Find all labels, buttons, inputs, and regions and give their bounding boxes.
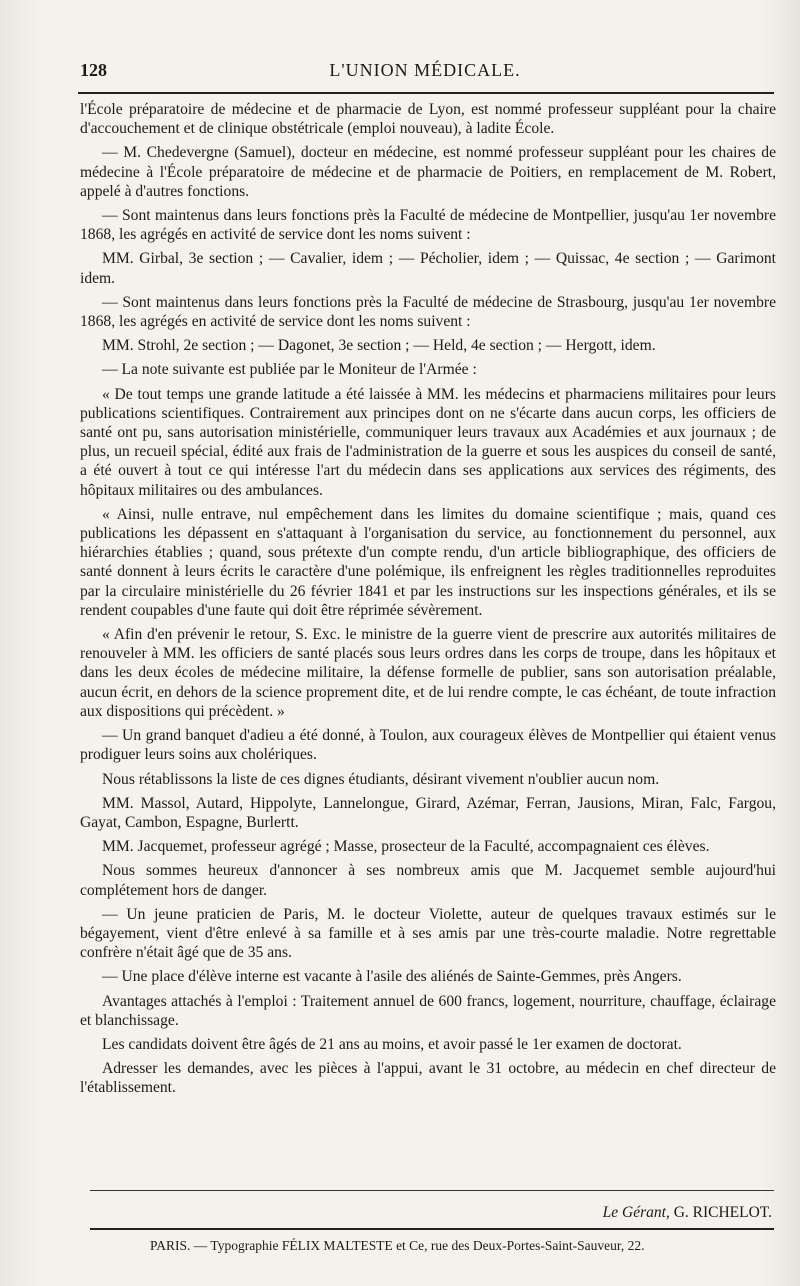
paragraph-jacquemet: Nous sommes heureux d'annoncer à ses nombreux amis que M. Jacquemet semble aujourd'hui complétement hors de danger. [80,862,776,899]
article-body [80,100,776,1103]
paragraph-candidates: Les candidats doivent être âgés de 21 ans au moins, et avoir passé le 1er examen de doctorat. [102,1035,682,1053]
paragraph-note-2: « Ainsi, nulle entrave, nul empêchement dans les limites du domaine scientifique ; mais, quand ces publications les dépassent en s'attaquant à l'organisation du service, au fonctionnement du personnel, aux hiérarchies établies ; quand, sous prétexte d'un compte rendu, d'un article bibliographique, des officiers de santé donnent à leurs écrits le caractère d'une polémique, ils enfreignent les règles traditionnelles reproduites par la circulaire ministérielle du 26 février 1841 et par les instructions sur les inspections générales, et ils se rendent coupables d'une faute qui doit être réprimée sévèrement. [80,505,776,619]
paragraph-students-names: MM. Massol, Autard, Hippolyte, Lannelongue, Girard, Azémar, Ferran, Jausions, Miran, Falc, Fargou, Gayat, Cambon, Espagne, Burlertt. [80,794,776,831]
signature-label: Le Gérant, [602,1204,670,1221]
footer-rule-bottom [90,1228,774,1230]
paragraph-strasbourg-names: MM. Strohl, 2e section ; — Dagonet, 3e section ; — Held, 4e section ; — Hergott, idem. [102,337,656,355]
paragraph-advantages: Avantages attachés à l'emploi : Traitement annuel de 600 francs, logement, nourriture, chauffage, éclairage et blanchissage. [80,992,776,1029]
paragraph-montpellier-names: MM. Girbal, 3e section ; — Cavalier, idem ; — Pécholier, idem ; — Quissac, 4e section ; — Garimont idem. [80,250,776,287]
paragraph-note-3: « Afin d'en prévenir le retour, S. Exc. le ministre de la guerre vient de prescrire aux autorités militaires de renouveler à MM. les officiers de santé placés sous leurs ordres dans les corps de troupe, dans les hôpitaux et dans les deux écoles de médecine militaire, la défense formelle de publier, sans son autorisation préalable, aucun écrit, en dehors de la science proprement dite, et de lui rendre compte, le cas échéant, de toute infraction aux dispositions qui précèdent. » [80,626,776,720]
paragraph-note-1: « De tout temps une grande latitude a été laissée à MM. les médecins et pharmaciens militaires pour leurs publications scientifiques. Contrairement aux principes dont on ne s'écarte dans aucun corps, les officiers de santé ont pu, sans autorisation ministérielle, communiquer leurs travaux aux Académies et aux journaux ; de plus, un recueil spécial, édité aux frais de l'administration de la guerre et sous les auspices du conseil de santé, a été ouvert à tout ce qui intéresse l'art du médecin dans ses applications aux services des régiments, des hôpitaux militaires ou des ambulances. [80,385,776,499]
footer-rule-top [90,1190,774,1191]
paragraph-lyon-appointment: l'École préparatoire de médecine et de pharmacie de Lyon, est nommé professeur suppléant pour la chaire d'accouchement et de clinique obstétricale (emploi nouveau), à ladite École. [80,101,776,138]
paragraph-vacancy: — Une place d'élève interne est vacante à l'asile des aliénés de Sainte-Gemmes, près Angers. [102,968,682,986]
page-number: 128 [80,60,107,80]
paragraph-montpellier: — Sont maintenus dans leurs fonctions près la Faculté de médecine de Montpellier, jusqu'au 1er novembre 1868, les agrégés en activité de service dont les noms suivent : [80,207,776,244]
paragraph-applications: Adresser les demandes, avec les pièces à l'appui, avant le 31 octobre, au médecin en chef directeur de l'établissement. [80,1060,776,1097]
paragraph-students-list-intro: Nous rétablissons la liste de ces dignes étudiants, désirant vivement n'oublier aucun nom. [102,770,660,788]
paragraph-accompanying: MM. Jacquemet, professeur agrégé ; Masse, prosecteur de la Faculté, accompagnaient ces élèves. [102,838,710,856]
printer-imprint: PARIS. — Typographie FÉLIX MALTESTE et Ce, rue des Deux-Portes-Saint-Sauveur, 22. [150,1238,645,1253]
running-title: L'UNION MÉDICALE. [329,60,521,80]
page-header [80,60,770,88]
signature-name: G. RICHELOT. [673,1204,772,1221]
signature [603,1204,772,1222]
paragraph-violette-obituary: — Un jeune praticien de Paris, M. le docteur Violette, auteur de quelques travaux estimés sur le bégayement, vient d'être enlevé à sa famille et à ses amis par une très-courte maladie. Notre regrettable confrère n'était âgé que de 35 ans. [80,905,776,962]
paragraph-toulon-banquet: — Un grand banquet d'adieu a été donné, à Toulon, aux courageux élèves de Montpellier qui étaient venus prodiguer leurs soins aux cholériques. [80,727,776,764]
paragraph-strasbourg: — Sont maintenus dans leurs fonctions près la Faculté de médecine de Strasbourg, jusqu'au 1er novembre 1868, les agrégés en activité de service dont les noms suivent : [80,293,776,331]
paragraph-moniteur-intro: — La note suivante est publiée par le Moniteur de l'Armée : [102,361,477,379]
paragraph-chedevergne: — M. Chedevergne (Samuel), docteur en médecine, est nommé professeur suppléant pour les chaires de médecine à l'École préparatoire de médecine et de pharmacie de Poitiers, en remplacement de M. Robert, appelé à d'autres fonctions. [80,144,776,200]
header-rule [78,92,774,94]
